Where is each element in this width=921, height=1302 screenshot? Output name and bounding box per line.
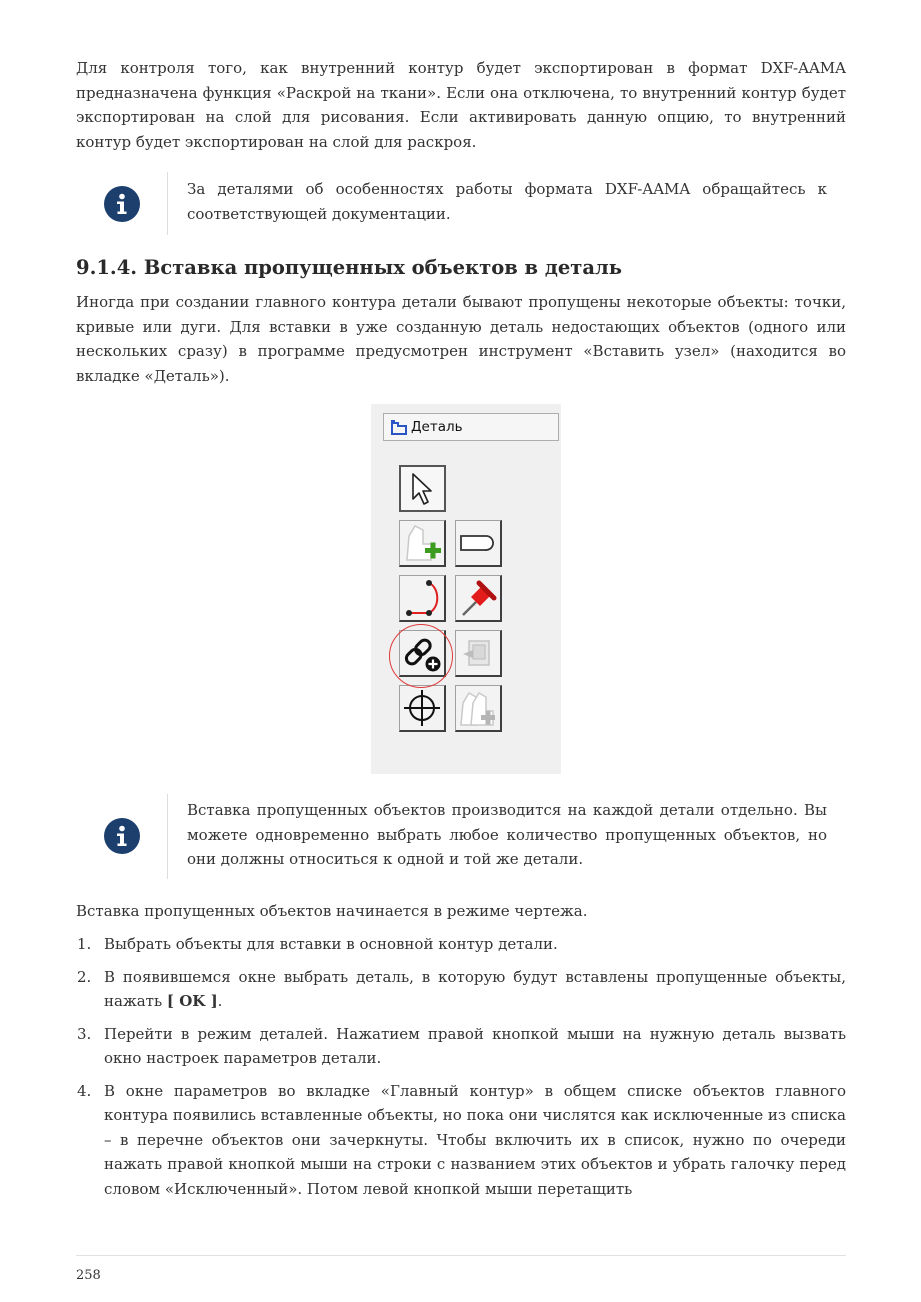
curve-path-icon: [401, 577, 443, 619]
list-item: [76, 1079, 846, 1202]
step-text-end: .: [217, 992, 223, 1010]
detail-toolbar-panel: [371, 404, 561, 774]
union-pieces-button[interactable]: [455, 630, 502, 677]
ok-button-label: [ OK ]: [166, 992, 218, 1010]
pin-button[interactable]: [455, 575, 502, 622]
piece-shape-icon: [457, 522, 499, 564]
piece-tab-icon: [390, 419, 408, 444]
page-number: 258: [76, 1268, 101, 1283]
duplicate-piece-icon: [457, 687, 499, 729]
step-text: Перейти в режим деталей. Нажатием правой кнопкой мыши на нужную деталь вызвать окно настроек параметров детали.: [104, 1024, 846, 1067]
step-number: 4.: [77, 1081, 92, 1100]
info-note-2: [76, 794, 846, 879]
intro-paragraph: Для контроля того, как внутренний контур будет экспортирован в формат DXF-AAMA предназначена функция «Раскрой на ткани». Если она отключена, то внутренний контур будет экспортирован на слой для рисования. Если активировать данную опцию, то внутренний контур будет экспортирован на слой для раскроя.: [76, 59, 846, 151]
add-piece-button[interactable]: [399, 520, 446, 567]
step-text: Выбрать объекты для вставки в основной контур детали.: [104, 935, 558, 953]
step-number: 1.: [77, 935, 92, 953]
section-heading: 9.1.4. Вставка пропущенных объектов в деталь: [76, 256, 622, 279]
step-text: [104, 965, 846, 1014]
info-icon: [104, 818, 140, 854]
detail-tab[interactable]: [383, 413, 559, 441]
piece-shape-button[interactable]: [455, 520, 502, 567]
list-item: [76, 965, 846, 1014]
step-number: 2.: [77, 967, 92, 986]
duplicate-piece-button[interactable]: [455, 685, 502, 732]
page-content: [76, 56, 846, 1209]
steps-intro: Вставка пропущенных объектов начинается в режиме чертежа.: [76, 901, 588, 920]
info-icon: [104, 186, 140, 222]
info-note-text: За деталями об особенностях работы формата DXF-AAMA обращайтесь к соответствующей документации.: [187, 180, 827, 223]
section-paragraph: Иногда при создании главного контура детали бывают пропущены некоторые объекты: точки, кривые или дуги. Для вставки в уже созданную деталь недостающих объектов (одного или нескольких сразу) в программе предусмотрен инструмент «Вставить узел» (находится во вкладке «Деталь»).: [76, 293, 846, 385]
info-icon-cell: [76, 172, 168, 235]
detail-tab-label: Деталь: [411, 419, 463, 435]
toolbar-figure: [76, 404, 846, 774]
list-item: [76, 932, 846, 957]
curve-path-button[interactable]: [399, 575, 446, 622]
select-pointer-button[interactable]: [399, 465, 446, 512]
crosshair-button[interactable]: [399, 685, 446, 732]
step-text: В окне параметров во вкладке «Главный контур» в общем списке объектов главного контура появились вставленные объекты, но пока они числятся как исключенные из списка – в перечне объектов они зачеркнуты. Чтобы включить их в список, нужно по очереди нажать правой кнопкой мыши на строки с названием этих объектов и убрать галочку перед словом «Исключенный». Потом левой кнопкой мыши перетащить: [104, 1081, 846, 1198]
piece-add-icon: [401, 522, 443, 564]
pin-icon: [457, 577, 499, 619]
footer-divider: [76, 1255, 846, 1256]
info-icon-cell-2: [76, 794, 168, 879]
info-note-2-text: Вставка пропущенных объектов производится на каждой детали отдельно. Вы можете одновременно выбрать любое количество пропущенных объектов, но они должны относиться к одной и той же детали.: [187, 801, 827, 868]
step-text-part: В появившемся окне выбрать деталь, в которую будут вставлены пропущенные объекты, нажать: [104, 967, 846, 1010]
list-item: [76, 1022, 846, 1071]
union-pieces-icon: [457, 632, 499, 674]
arrow-cursor-icon: [408, 471, 438, 507]
info-note: [76, 172, 846, 235]
step-number: 3.: [77, 1024, 92, 1043]
highlight-circle: [389, 624, 453, 688]
crosshair-icon: [401, 687, 443, 729]
steps-list: [76, 932, 846, 1201]
